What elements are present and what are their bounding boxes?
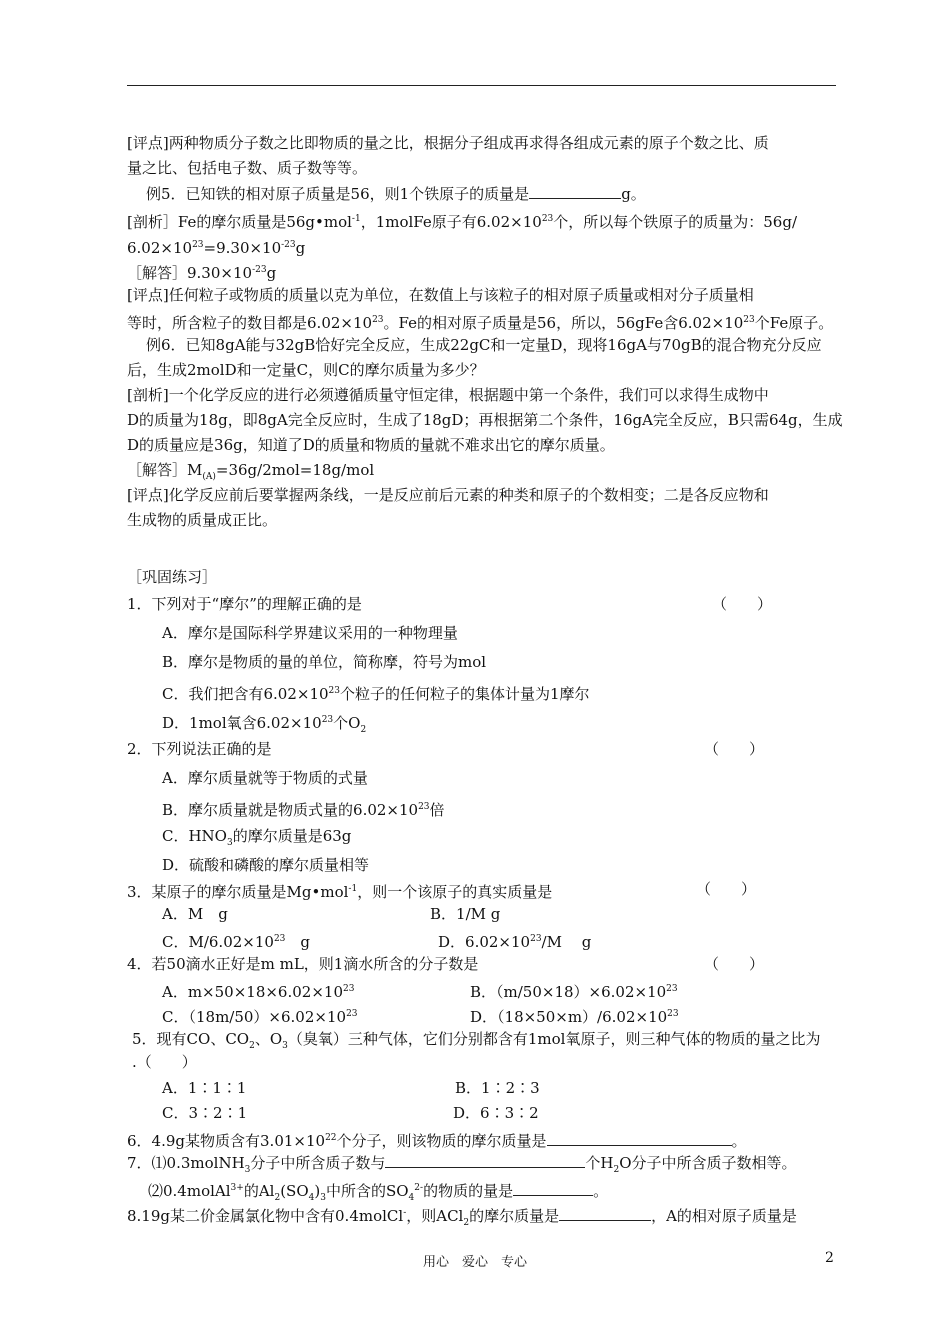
comment-line: 量之比、包括电子数、质子数等等。 bbox=[127, 159, 368, 177]
option[interactable]: A．摩尔质量就等于物质的式量 bbox=[162, 769, 368, 787]
question-8: 8.19g某二价金属氯化物中含有0.4molCl-，则ACl$_2$的摩尔质量是 ，A的相对原子质量是 bbox=[127, 1207, 797, 1228]
comment-line: [评点]任何粒子或物质的质量以克为单位，在数值上与该粒子的相对原子质量或相对分子质量相 bbox=[127, 286, 754, 304]
option[interactable]: A．M g bbox=[162, 905, 228, 923]
option[interactable]: D．$(18\times 50\times m)/6.02\times 10^{23}$ bbox=[470, 1008, 679, 1026]
comment-line: [评点]化学反应前后要掌握两条线，一是反应前后元素的种类和原子的个数相变；二是各反应物和 bbox=[127, 486, 769, 504]
option[interactable]: B．摩尔是物质的量的单位，简称摩，符号为mol bbox=[162, 653, 487, 671]
option[interactable]: B．$(m/50\times 18)\times 6.02\times 10^{23}$ bbox=[470, 983, 678, 1001]
option[interactable]: B．摩尔质量就是物质式量的$6.02\times 10^{23}$倍 bbox=[162, 801, 445, 819]
option[interactable]: B．1/M g bbox=[430, 905, 501, 923]
option[interactable]: D．硫酸和磷酸的摩尔质量相等 bbox=[162, 856, 370, 874]
answer-blank[interactable] bbox=[529, 184, 621, 199]
analysis-line: [剖析］Fe的摩尔质量是56g•mol$^{-1}$，1molFe原子有$6.02\times 10^{23}$个，所以每个铁原子的质量为：56g/ bbox=[127, 213, 798, 231]
answer-paren[interactable]: （ ） bbox=[696, 880, 757, 898]
answer-line: ［解答$]9.30\times 10^{-23}g$ bbox=[127, 264, 277, 282]
comment-line: 等时，所含粒子的数目都是$6.02\times 10^{23}$。Fe的相对原子质量是56，所以，56gFe含$6.02\times 10^{23}$个Fe原子。 bbox=[127, 314, 834, 332]
answer-paren[interactable]: （ ） bbox=[704, 955, 765, 973]
answer-blank[interactable] bbox=[547, 1131, 732, 1146]
question-6: 6．4.9g某物质含有$3.01\times 10^{22}$个分子，则该物质的摩尔质量是 。 bbox=[127, 1132, 747, 1150]
header-rule bbox=[127, 85, 836, 86]
question-5: 5．现有CO、$CO_2$、$O_3$（臭氧）三种气体，它们分别都含有1mol氧原子，则三种气体的物质的量之比为 bbox=[132, 1030, 821, 1051]
question-2: 2．下列说法正确的是 bbox=[127, 740, 272, 758]
option[interactable]: C．我们把含有$6.02\times 10^{23}$个粒子的任何粒子的集体计量为1摩尔 bbox=[162, 685, 590, 703]
answer-paren[interactable]: .（ ） bbox=[132, 1053, 197, 1071]
option[interactable]: D．1mol氧含$6.02\times 10^{23}$个$O_2$ bbox=[162, 714, 367, 735]
section-title: ［巩固练习］ bbox=[127, 568, 218, 586]
answer-paren[interactable]: （ ） bbox=[712, 595, 773, 613]
question-4: 4．若50滴水正好是m mL，则1滴水所含的分子数是 bbox=[127, 955, 479, 973]
comment-line: [评点]两种物质分子数之比即物质的量之比，根据分子组成再求得各组成元素的原子个数之比、质 bbox=[127, 134, 769, 152]
analysis-line: D的质量应是36g，知道了D的质量和物质的量就不难求出它的摩尔质量。 bbox=[127, 436, 615, 454]
page-number: 2 bbox=[825, 1250, 834, 1266]
example-5: 例5．已知铁的相对原子质量是56，则1个铁原子的质量是 g。 bbox=[146, 185, 646, 203]
option[interactable]: A．$m\times 50\times 18\times 6.02\times 10^{23}$ bbox=[162, 983, 355, 1001]
question-3: 3．某原子的摩尔质量是Mg•mol$^{-1}$，则一个该原子的真实质量是 bbox=[127, 883, 553, 901]
question-1: 1．下列对于“摩尔”的理解正确的是 bbox=[127, 595, 362, 613]
answer-paren[interactable]: （ ） bbox=[704, 740, 765, 758]
analysis-line: D的质量为18g，即8gA完全反应时，生成了18gD；再根据第二个条件，16gA完全反应，B只需64g，生成 bbox=[127, 411, 843, 429]
option[interactable]: C．3∶2∶1 bbox=[162, 1104, 248, 1122]
option[interactable]: C．$M/6.02\times 10^{23}$ g bbox=[162, 933, 311, 951]
option[interactable]: A．摩尔是国际科学界建议采用的一种物理量 bbox=[162, 624, 458, 642]
answer-line: ［解答$]M_{(A)}=36g/2mol=18g$/mol bbox=[127, 461, 375, 482]
analysis-line: $6.02\times 10^{23}=9.30\times 10^{-23}g$ bbox=[127, 239, 306, 257]
example-6: 后，生成2molD和一定量C，则C的摩尔质量为多少？ bbox=[127, 361, 485, 379]
option[interactable]: D．$6.02\times 10^{23}/M$ g bbox=[438, 933, 592, 951]
option[interactable]: C．$(18m/50)\times 6.02\times 10^{23}$ bbox=[162, 1008, 358, 1026]
option[interactable]: D．6∶3∶2 bbox=[453, 1104, 539, 1122]
option[interactable]: C．$HNO_3$的摩尔质量是63g bbox=[162, 827, 352, 848]
option[interactable]: A．1∶1∶1 bbox=[162, 1079, 247, 1097]
answer-blank[interactable] bbox=[513, 1181, 593, 1196]
answer-blank[interactable] bbox=[385, 1153, 585, 1168]
page-footer: 用心 爱心 专心 bbox=[422, 1255, 527, 1270]
option[interactable]: B．1∶2∶3 bbox=[455, 1079, 540, 1097]
answer-blank[interactable] bbox=[559, 1206, 651, 1221]
question-7-2: ⑵0.4molAl$^{3+}$的$Al_2(SO_4)_3$中所含的$SO_4^{2-}$的物质的量是 。 bbox=[148, 1182, 609, 1203]
example-6: 例6．已知8gA能与32gB恰好完全反应，生成22gC和一定量D，现将16gA与70gB的混合物充分反应 bbox=[146, 336, 822, 354]
analysis-line: [剖析]一个化学反应的进行必须遵循质量守恒定律，根据题中第一个条件，我们可以求得生成物中 bbox=[127, 386, 769, 404]
question-7: 7．⑴0.3molNH$_3$分子中所含质子数与 个$H_2O$分子中所含质子数相等。 bbox=[127, 1154, 797, 1175]
comment-line: 生成物的质量成正比。 bbox=[127, 511, 278, 529]
